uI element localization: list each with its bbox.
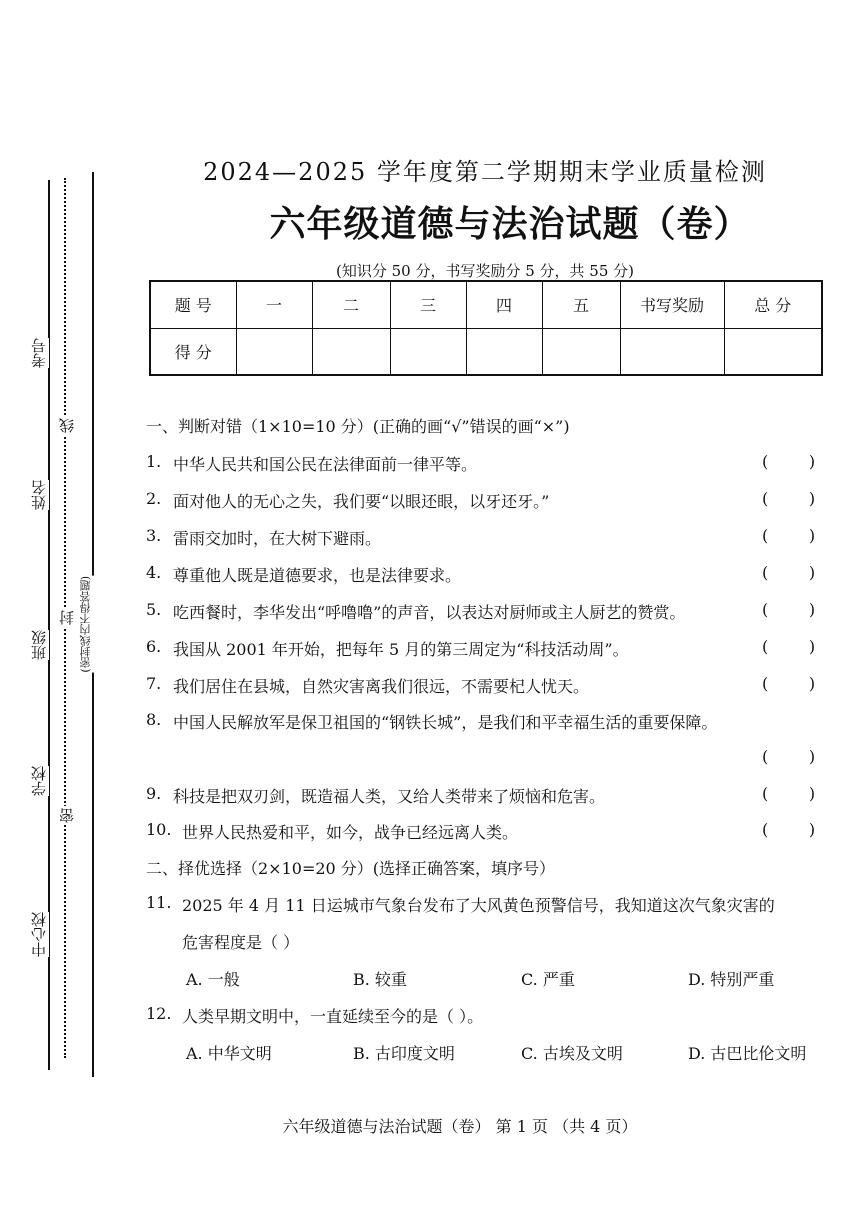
option-c[interactable]: C. 古埃及文明 [521,1044,623,1063]
section-1-heading: 一、判断对错（1×10=10 分）(正确的画“√”错误的画“×”) [146,417,570,436]
question-number: 2. [146,489,162,508]
answer-paren[interactable]: ( ) [762,489,816,508]
col-header: 四 [466,281,542,328]
option-a[interactable]: A. 一般 [186,970,240,989]
name-label: 姓名 [30,480,48,510]
col-header: 一 [236,281,312,328]
option-b[interactable]: B. 较重 [353,970,407,989]
col-header: 总 分 [724,281,822,328]
question-number: 1. [146,452,162,471]
question-number: 11. [146,893,172,912]
answer-paren[interactable]: ( ) [762,784,816,803]
question-text: 雷雨交加时，在大树下避雨。 [173,529,382,548]
question-number: 5. [146,600,162,619]
col-header: 三 [390,281,466,328]
question-text: 中华人民共和国公民在法律面前一律平等。 [173,455,478,474]
center-school-label: 中心校 [30,912,48,957]
question-number: 4. [146,563,162,582]
question-text-cont: 危害程度是（ ） [182,933,300,952]
score-cell[interactable] [542,328,620,375]
question-number: 8. [146,710,162,729]
question-number: 9. [146,784,162,803]
question-number: 10. [146,820,172,839]
line-marker: 线 [58,418,76,433]
question-number: 7. [146,674,162,693]
question-text: 面对他人的无心之失，我们要“以眼还眼，以牙还牙。” [173,492,550,511]
class-label: 班级 [30,630,48,660]
question-text: 尊重他人既是道德要求，也是法律要求。 [173,566,462,585]
question-text: 中国人民解放军是保卫祖国的“钢铁长城”，是我们和平幸福生活的重要保障。 [173,713,718,732]
seal-marker: 封 [58,610,76,625]
question-text: 世界人民热爱和平，如今，战争已经远离人类。 [182,823,519,842]
question-number: 3. [146,526,162,545]
question-text: 吃西餐时，李华发出“呼噜噜”的声音，以表达对厨师或主人厨艺的赞赏。 [173,603,686,622]
score-cell[interactable] [236,328,312,375]
answer-paren[interactable]: ( ) [762,452,816,471]
question-text: 人类早期文明中，一直延续至今的是（ ）。 [182,1007,484,1026]
score-cell[interactable] [312,328,390,375]
school-label: 学校 [30,766,48,796]
col-header: 二 [312,281,390,328]
binding-warning: (密封线内不得答题) [79,576,92,673]
answer-paren[interactable]: ( ) [762,563,816,582]
seal-marker-2: 密 [58,808,76,823]
answer-paren[interactable]: ( ) [762,820,816,839]
question-number: 12. [146,1004,172,1023]
row-label-question-no: 题 号 [150,281,236,328]
answer-paren[interactable]: ( ) [762,637,816,656]
score-table [149,280,823,376]
question-text: 我们居住在县城，自然灾害离我们很远，不需要杞人忧天。 [173,677,590,696]
option-a[interactable]: A. 中华文明 [186,1044,272,1063]
question-text: 我国从 2001 年开始，把每年 5 月的第三周定为“科技活动周”。 [173,640,629,659]
answer-paren[interactable]: ( ) [762,600,816,619]
score-cell[interactable] [466,328,542,375]
question-text: 2025 年 4 月 11 日运城市气象台发布了大风黄色预警信号，我知道这次气象灾害的 [182,896,775,915]
score-header-row [150,281,822,328]
exam-title: 六年级道德与法治试题（卷） [269,203,751,245]
score-note: (知识分 50 分，书写奖励分 5 分，共 55 分) [335,262,635,280]
option-c[interactable]: C. 严重 [521,970,575,989]
col-header: 五 [542,281,620,328]
col-header: 书写奖励 [620,281,724,328]
score-value-row [150,328,822,375]
answer-paren[interactable]: ( ) [762,747,816,766]
score-cell[interactable] [390,328,466,375]
year-title: 2024—2025 学年度第二学期期末学业质量检测 [203,158,767,186]
question-text: 科技是把双刃剑，既造福人类，又给人类带来了烦恼和危害。 [173,787,606,806]
section-2-heading: 二、择优选择（2×10=20 分）(选择正确答案，填序号） [146,859,556,878]
score-cell[interactable] [724,328,822,375]
question-number: 6. [146,637,162,656]
option-b[interactable]: B. 古印度文明 [353,1044,455,1063]
page-footer: 六年级道德与法治试题（卷） 第 1 页 （共 4 页） [282,1117,638,1136]
score-cell[interactable] [620,328,724,375]
answer-paren[interactable]: ( ) [762,674,816,693]
row-label-score: 得 分 [150,328,236,375]
exam-number-label: 考号 [30,338,48,368]
answer-paren[interactable]: ( ) [762,526,816,545]
option-d[interactable]: D. 特别严重 [688,970,775,989]
option-d[interactable]: D. 古巴比伦文明 [688,1044,807,1063]
